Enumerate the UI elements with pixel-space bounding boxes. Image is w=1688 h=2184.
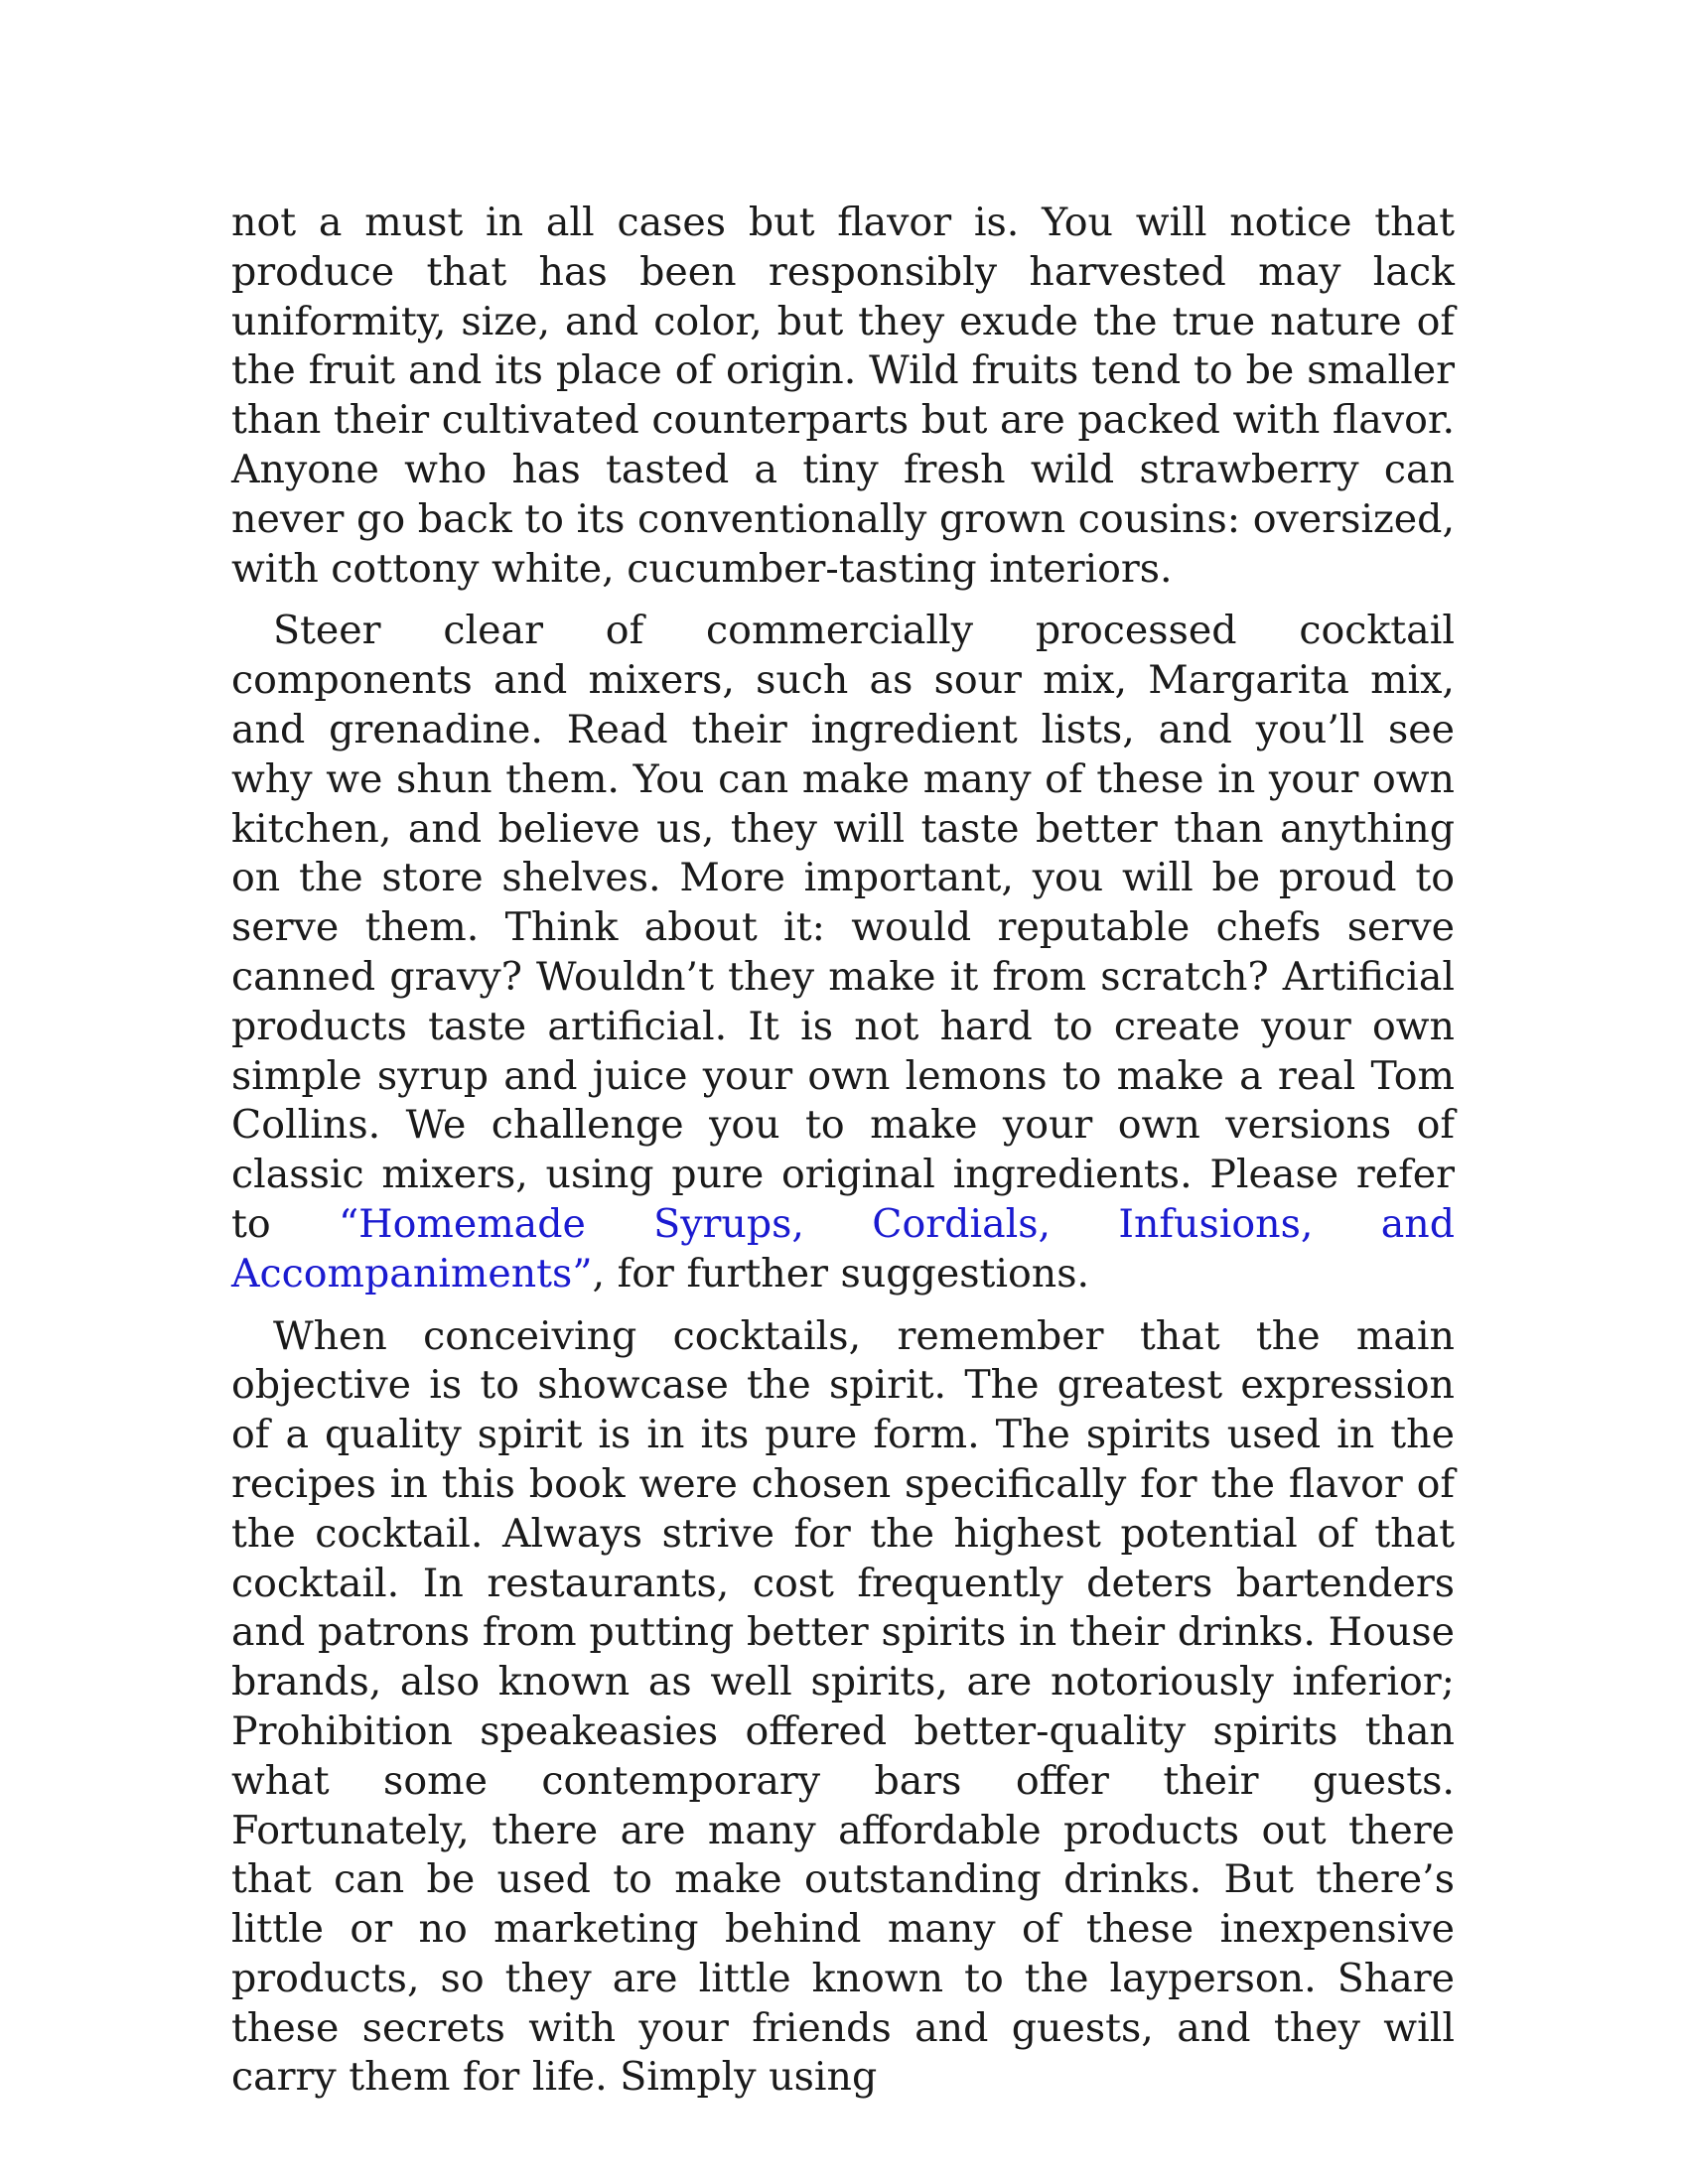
book-page: [231, 199, 1455, 2103]
homemade-syrups-link[interactable]: “Homemade Syrups, Cordials, Infusions, and Accompaniments”: [231, 1200, 1455, 1297]
paragraph-mixers: [231, 607, 1455, 1298]
paragraph-mixers-tail: , for further suggestions.: [592, 1250, 1090, 1297]
paragraph-spirits: When conceiving cocktails, remember that the main objective is to showcase the spirit. The greatest expression of a quality spirit is in its pure form. The spirits used in the recipes in this book were chosen specifically for the flavor of the cocktail. Always strive for the highest potential of that cocktail. In restaurants, cost frequently deters bartenders and patrons from putting better spirits in their drinks. House brands, also known as well spirits, are notoriously inferior; Prohibition speakeasies offered better-quality spirits than what some contemporary bars offer their guests. Fortunately, there are many affordable products out there that can be used to make outstanding drinks. But there’s little or no marketing behind many of these inexpensive products, so they are little known to the layperson. Share these secrets with your friends and guests, and they will carry them for life. Simply using: [231, 1312, 1455, 2101]
paragraph-produce: not a must in all cases but flavor is. You will notice that produce that has been responsibly harvested may lack uniformity, size, and color, but they exude the true nature of the fruit and its place of origin. Wild fruits tend to be smaller than their cultivated counterparts but are packed with flavor. Anyone who has tasted a tiny fresh wild strawberry can never go back to its conventionally grown cousins: oversized, with cottony white, cucumber-tasting interiors.: [231, 200, 1455, 592]
paragraph-mixers-text: Steer clear of commercially processed cocktail components and mixers, such as sour mix, Margarita mix, and grenadine. Read their ingredient lists, and you’ll see why we shun them. You can make many of these in your own kitchen, and believe us, they will taste better than anything on the store shelves. More important, you will be proud to serve them. Think about it: would reputable chefs serve canned gravy? Wouldn’t they make it from scratch? Artificial products taste artificial. It is not hard to create your own simple syrup and juice your own lemons to make a real Tom Collins. We challenge you to make your own versions of classic mixers, using pure original ingredients. Please refer to: [231, 608, 1455, 1247]
